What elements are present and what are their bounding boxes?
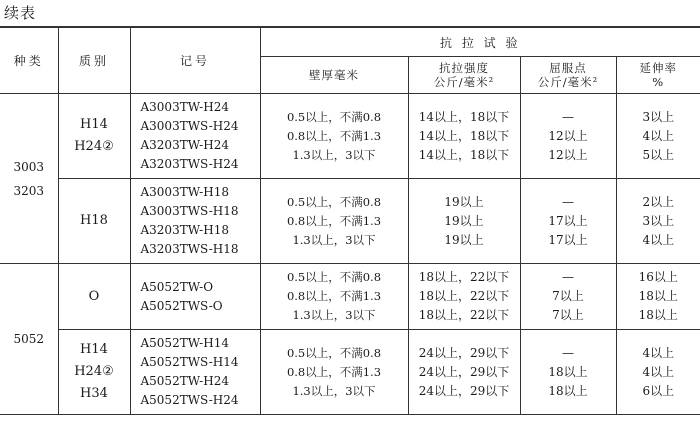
wall-cell: 0.5以上，不满0.8 0.8以上，不满1.3 1.3以上，3以下 <box>260 179 408 264</box>
code-cell: A3003TW-H24 A3003TWS-H24 A3203TW-H24 A3203TWS-H24 <box>130 94 260 179</box>
header-code: 记号 <box>130 27 260 94</box>
table-caption: 续表 <box>4 4 37 22</box>
kind-cell-5052: 5052 <box>13 332 45 346</box>
header-yield-point: 屈服点 公斤/毫米² <box>520 57 616 94</box>
header-tensile-test: 抗 拉 试 验 <box>260 27 700 57</box>
yield-cell: — 12以上 12以上 <box>520 94 616 179</box>
code-cell: A5052TW-H14 A5052TWS-H14 A5052TW-H24 A5052TWS-H24 <box>130 330 260 415</box>
wall-cell: 0.5以上，不满0.8 0.8以上，不满1.3 1.3以上，3以下 <box>260 94 408 179</box>
strength-cell: 18以上，22以下 18以上，22以下 18以上，22以下 <box>408 264 520 330</box>
kind-cell-3003-3203: 3003 3203 <box>0 94 58 264</box>
table-row <box>0 94 700 179</box>
header-kind: 种类 <box>0 27 58 94</box>
tensile-test-table <box>0 26 700 415</box>
temper-cell: H14 H24② <box>58 94 130 179</box>
code-cell: A5052TW-O A5052TWS-O <box>130 264 260 330</box>
yield-cell: — 18以上 18以上 <box>520 330 616 415</box>
temper-cell: H18 <box>58 179 130 264</box>
yield-cell: — 17以上 17以上 <box>520 179 616 264</box>
header-elongation: 延伸率 % <box>616 57 700 94</box>
table-row <box>0 264 700 330</box>
strength-cell: 19以上 19以上 19以上 <box>408 179 520 264</box>
table-row <box>0 330 700 415</box>
wall-cell: 0.5以上，不满0.8 0.8以上，不满1.3 1.3以上，3以下 <box>260 264 408 330</box>
strength-cell: 24以上，29以下 24以上，29以下 24以上，29以下 <box>408 330 520 415</box>
elongation-cell: 3以上 4以上 5以上 <box>616 94 700 179</box>
code-cell: A3003TW-H18 A3003TWS-H18 A3203TW-H18 A3203TWS-H18 <box>130 179 260 264</box>
elongation-cell: 4以上 4以上 6以上 <box>616 330 700 415</box>
temper-cell: O <box>58 264 130 330</box>
strength-cell: 14以上，18以下 14以上，18以下 14以上，18以下 <box>408 94 520 179</box>
header-tensile-strength: 抗拉强度 公斤/毫米² <box>408 57 520 94</box>
wall-cell: 0.5以上，不满0.8 0.8以上，不满1.3 1.3以上，3以下 <box>260 330 408 415</box>
elongation-cell: 16以上 18以上 18以上 <box>616 264 700 330</box>
table-row <box>0 179 700 264</box>
header-wall-thickness: 壁厚毫米 <box>260 57 408 94</box>
elongation-cell: 2以上 3以上 4以上 <box>616 179 700 264</box>
yield-cell: — 7以上 7以上 <box>520 264 616 330</box>
header-temper: 质别 <box>58 27 130 94</box>
temper-cell: H14 H24② H34 <box>58 330 130 415</box>
